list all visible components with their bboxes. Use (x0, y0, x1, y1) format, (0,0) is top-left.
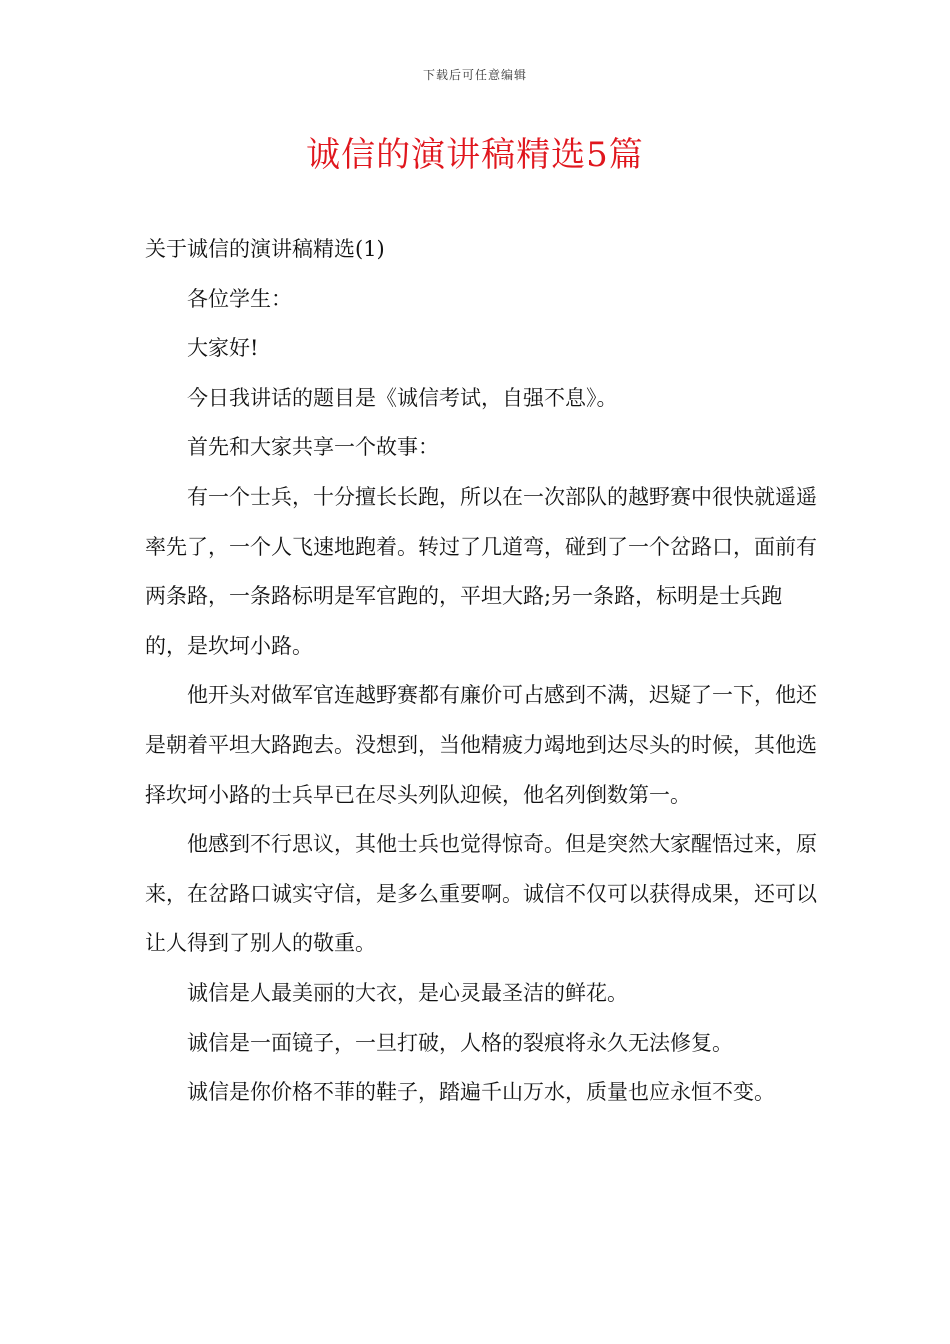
story-paragraph-1: 有一个士兵，十分擅长长跑，所以在一次部队的越野赛中很快就遥遥率先了，一个人飞速地跑着。转过了几道弯，碰到了一个岔路口，面前有两条路，一条路标明是军官跑的，平坦大路;另一条路，标明是士兵跑的，是坎坷小路。 (145, 484, 817, 658)
integrity-line-3: 诚信是你价格不菲的鞋子，踏遍千山万水，质量也应永恒不变。 (187, 1080, 775, 1105)
greeting: 大家好! (187, 336, 259, 361)
speech-topic: 今日我讲话的题目是《诚信考试，自强不息》。 (187, 385, 618, 410)
story-intro: 首先和大家共享一个故事： (187, 435, 439, 460)
story-paragraph-3: 他感到不行思议，其他士兵也觉得惊奇。但是突然大家醒悟过来，原来，在岔路口诚实守信，是多么重要啊。诚信不仅可以获得成果，还可以让人得到了别人的敬重。 (145, 832, 817, 956)
document-title: 诚信的演讲稿精选5篇 (306, 135, 644, 175)
document-body (145, 225, 817, 1118)
integrity-line-2: 诚信是一面镜子，一旦打破，人格的裂痕将永久无法修复。 (187, 1030, 733, 1055)
section-heading: 关于诚信的演讲稿精选(1) (145, 237, 385, 261)
integrity-line-1: 诚信是人最美丽的大衣，是心灵最圣洁的鲜花。 (187, 980, 628, 1005)
header-note: 下载后可任意编辑 (422, 68, 527, 82)
story-paragraph-2: 他开头对做军官连越野赛都有廉价可占感到不满，迟疑了一下，他还是朝着平坦大路跑去。没想到，当他精疲力竭地到达尽头的时候，其他选择坎坷小路的士兵早已在尽头列队迎候，他名列倒数第一。 (145, 683, 817, 807)
salutation: 各位学生： (187, 286, 292, 311)
